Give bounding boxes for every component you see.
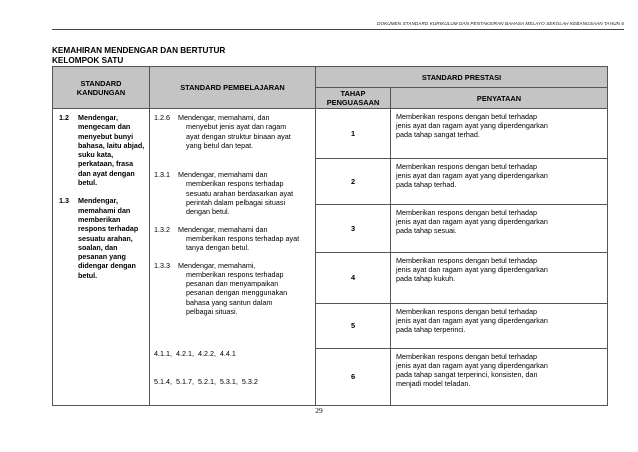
running-header: DOKUMEN STANDARD KURIKULUM DAN PENTAKSIRAN BAHASA MELAYO SEKOLAH KEBANGSAAN TAHUN 6 [377,21,624,26]
standards-table [52,66,608,406]
tahap-cell: 5 [316,303,391,348]
penyataan-cell: Memberikan respons dengan betul terhadap jenis ayat dan ragam ayat yang diperdengarkan pada tahap terhad. [391,158,608,204]
header-standard-pembelajaran: STANDARD PEMBELAJARAN [150,67,316,109]
header-rule [52,29,624,30]
pembelajaran-item: 1.3.3 Mendengar, memahami, memberikan respons terhadap pesanan dan menyampaikan pesanan dengan menggunakan bahasa yang santun dalam pelbagai situasi. [154,260,288,317]
pembelajaran-item: 1.3.2 Mendengar, memahami dan memberikan respons terhadap ayat tanya dengan betul. [154,224,300,253]
penyataan-cell: Memberikan respons dengan betul terhadap jenis ayat dan ragam ayat yang diperdengarkan pada tahap terperinci. [391,303,608,348]
header-penyataan: PENYATAAN [391,88,608,109]
penyataan-cell: Memberikan respons dengan betul terhadap jenis ayat dan ragam ayat yang diperdengarkan pada tahap sangat terhad. [391,109,608,159]
header-tahap-penguasaan: TAHAP PENGUASAAN [316,88,391,109]
section-subtitle: KELOMPOK SATU [52,56,124,65]
header-standard-prestasi: STANDARD PRESTASI [316,67,608,88]
tahap-cell: 2 [316,158,391,204]
penyataan-cell: Memberikan respons dengan betul terhadap jenis ayat dan ragam ayat yang diperdengarkan pada tahap sesuai. [391,205,608,252]
kandungan-item: 1.2 Mendengar, mengecam dan menyebut bunyi bahasa, laitu abjad, suku kata, perkataan, frasa dan ayat dengan betul. [59,113,145,188]
standard-kandungan-cell [53,109,150,406]
curriculum-references: 4.1.1, 4.2.1, 4.2.2, 4.4.1 5.1.4, 5.1.7, 5.2.1, 5.3.1, 5.3.2 [154,348,258,386]
penyataan-cell: Memberikan respons dengan betul terhadap jenis ayat dan ragam ayat yang diperdengarkan pada tahap kukuh. [391,252,608,303]
tahap-cell: 3 [316,205,391,252]
tahap-cell: 4 [316,252,391,303]
tahap-cell: 1 [316,109,391,159]
penyataan-cell: Memberikan respons dengan betul terhadap jenis ayat dan ragam ayat yang diperdengarkan pada tahap sangat terperinci, konsisten, dan menjadi model teladan. [391,348,608,405]
standard-pembelajaran-cell [150,109,316,406]
page-number: 29 [315,406,323,415]
pembelajaran-item: 1.2.6 Mendengar, memahami, dan menyebut jenis ayat dan ragam ayat dengan struktur binaan ayat yang betul dan tepat. [154,113,291,150]
section-title: KEMAHIRAN MENDENGAR DAN BERTUTUR [52,46,226,55]
header-standard-kandungan: STANDARD KANDUNGAN [53,67,150,109]
pembelajaran-item: 1.3.1 Mendengar, memahami dan memberikan respons terhadap sesuatu arahan berdasarkan ayat perintah dalam pelbagai situasi dengan betul. [154,170,294,217]
kandungan-item: 1.3 Mendengar, memahami dan memberikan respons terhadap sesuatu arahan, soalan, dan pesanan yang didengar dengan betul. [59,196,139,280]
tahap-cell: 6 [316,348,391,405]
